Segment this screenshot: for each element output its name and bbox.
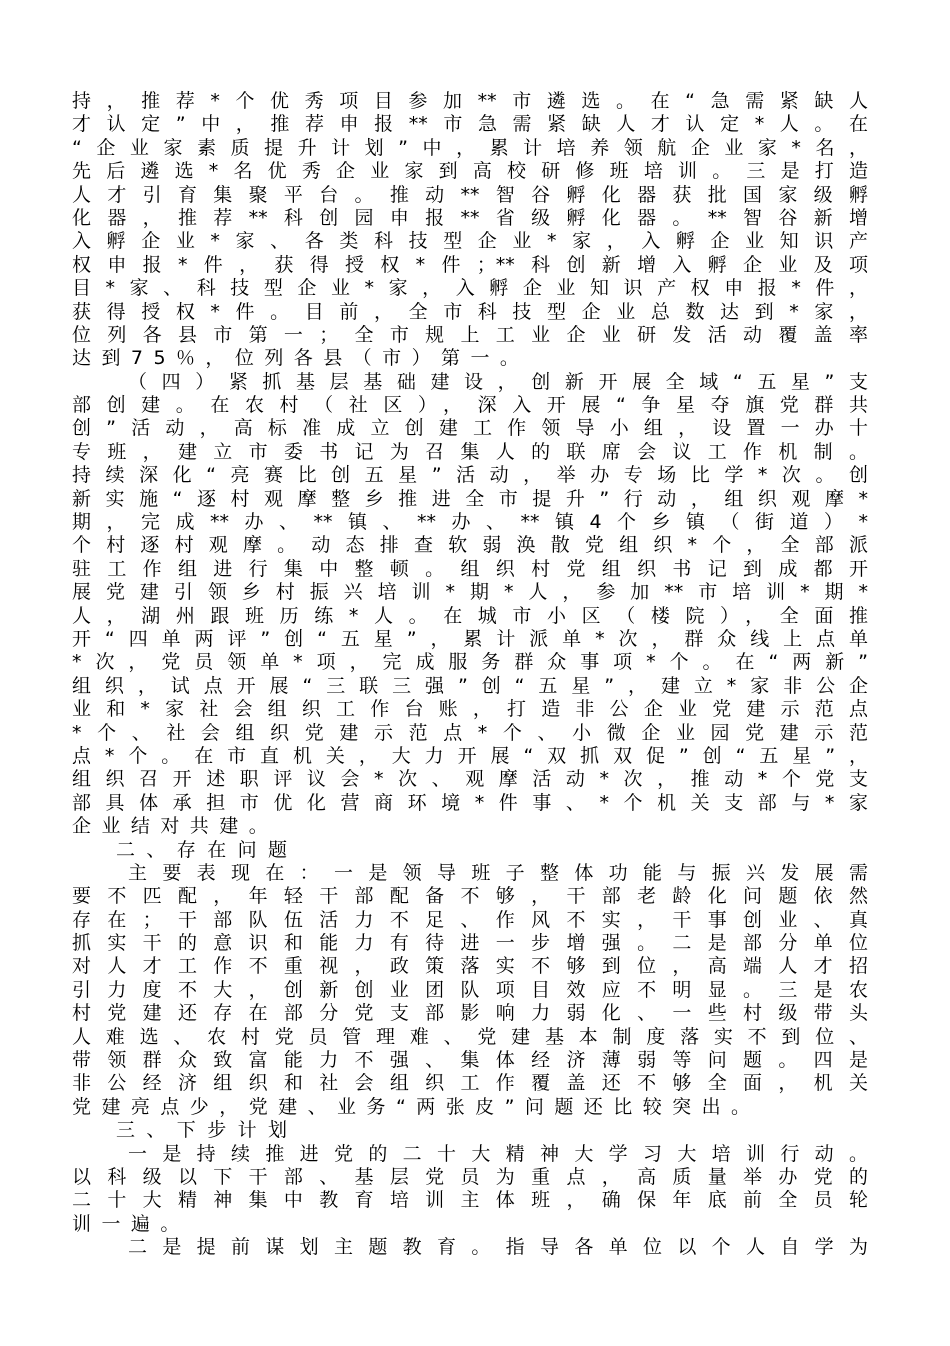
text-line: 先后遴选*名优秀企业家到高校研修班培训。三是打造 bbox=[72, 160, 868, 183]
text-line: 持，推荐*个优秀项目参加**市遴选。在“急需紧缺人 bbox=[72, 90, 868, 112]
text-line: 人难选、农村党员管理难、党建基本制度落实不到位、 bbox=[72, 1025, 868, 1048]
text-line: 人才引育集聚平台。推动**智谷孵化器获批国家级孵 bbox=[72, 183, 868, 206]
text-line: 组织召开述职评议会*次、观摩活动*次，推动*个党支 bbox=[72, 768, 868, 791]
text-line: 位列各县市第一；全市规上工业企业研发活动覆盖率 bbox=[72, 323, 868, 346]
text-line: 组织，试点开展“三联三强”创“五星”，建立*家非公企 bbox=[72, 674, 868, 697]
paragraph-problems bbox=[72, 862, 868, 1119]
text-line: 人，湖州跟班历练*人。在城市小区（楼院），全面推 bbox=[72, 604, 868, 627]
paragraph-plan-item-2 bbox=[72, 1236, 868, 1259]
text-line: 目*家、科技型企业*家，入孵企业知识产权申报*件， bbox=[72, 277, 868, 300]
text-line: 持续深化“亮赛比创五星”活动，举办专场比学*次。创 bbox=[72, 464, 868, 487]
text-line: 业和*家社会组织工作台账，打造非公企业党建示范点 bbox=[72, 698, 868, 721]
text-line: 村党建还存在部分党支部影响力弱化、一些村级带头 bbox=[72, 1002, 868, 1025]
paragraph-plan-item-1 bbox=[72, 1143, 868, 1237]
text-line: *个、社会组织党建示范点*个、小微企业园党建示范 bbox=[72, 721, 868, 744]
text-line: 期，完成**办、**镇、**办、**镇4个乡镇（街道）* bbox=[72, 511, 868, 534]
paragraph-talent bbox=[72, 90, 868, 371]
text-line: 新实施“逐村观摩整乡推进全市提升”行动，组织观摩* bbox=[72, 487, 868, 510]
text-line: 开“四单两评”创“五星”，累计派单*次，群众线上点单 bbox=[72, 627, 868, 650]
text-line: 非公经济组织和社会组织工作覆盖还不够全面，机关 bbox=[72, 1072, 868, 1095]
text-line: 点*个。在市直机关，大力开展“双抓双促”创“五星”， bbox=[72, 744, 868, 767]
text-line: 主要表现在：一是领导班子整体功能与振兴发展需 bbox=[128, 861, 868, 884]
text-line: 以科级以下干部、基层党员为重点，高质量举办党的 bbox=[72, 1165, 868, 1188]
text-line: 创”活动，高标准成立创建工作领导小组，设置一办十 bbox=[72, 417, 868, 440]
paragraph-five-star bbox=[72, 371, 868, 839]
text-line: 带领群众致富能力不强、集体经济薄弱等问题。四是 bbox=[72, 1049, 868, 1072]
text-line: 部具体承担市优化营商环境*件事、*个机关支部与*家 bbox=[72, 791, 868, 814]
text-line: 抓实干的意识和能力有待进一步增强。二是部分单位 bbox=[72, 932, 868, 955]
text-line: 二是提前谋划主题教育。指导各单位以个人自学为 bbox=[128, 1236, 868, 1259]
section-heading-next-steps: 三、下步计划 bbox=[116, 1119, 299, 1142]
text-line: 驻工作组进行集中整顿。组织村党组织书记到成都开 bbox=[72, 557, 868, 580]
text-line: 专班，建立市委书记为召集人的联席会议工作机制。 bbox=[72, 440, 868, 463]
text-line: 入孵企业*家、各类科技型企业*家，入孵企业知识产 bbox=[72, 230, 868, 253]
text-line: 一是持续推进党的二十大精神大学习大培训行动。 bbox=[128, 1142, 868, 1165]
text-line: *次，党员领单*项，完成服务群众事项*个。在“两新” bbox=[72, 651, 868, 674]
text-line: 权申报*件，获得授权*件；**科创新增入孵企业及项 bbox=[72, 253, 868, 276]
text-line: 才认定”中，推荐申报**市急需紧缺人才认定*人。在 bbox=[72, 113, 868, 136]
text-line: 获得授权*件。目前，全市科技型企业总数达到*家， bbox=[72, 300, 868, 323]
text-line: “企业家素质提升计划”中，累计培养领航企业家*名， bbox=[72, 136, 868, 159]
text-line: 存在；干部队伍活力不足、作风不实，干事创业、真 bbox=[72, 908, 868, 931]
text-line: （四）紧抓基层基础建设，创新开展全域“五星”支 bbox=[128, 370, 868, 393]
document-page bbox=[72, 90, 868, 1260]
text-line: 化器，推荐**科创园申报**省级孵化器。**智谷新增 bbox=[72, 206, 868, 229]
text-line: 个村逐村观摩。动态排查软弱涣散党组织*个，全部派 bbox=[72, 534, 868, 557]
text-line: 对人才工作不重视，政策落实不够到位，高端人才招 bbox=[72, 955, 868, 978]
text-line: 引力度不大，创新创业团队项目效应不明显。三是农 bbox=[72, 978, 868, 1001]
text-line: 企业结对共建。 bbox=[72, 815, 279, 838]
text-line: 达到75％，位列各县（市）第一。 bbox=[72, 347, 530, 370]
text-line: 展党建引领乡村振兴培训*期*人，参加**市培训*期* bbox=[72, 581, 868, 604]
text-line: 党建亮点少，党建、业务“两张皮”问题还比较突出。 bbox=[72, 1095, 761, 1118]
text-line: 要不匹配，年轻干部配备不够，干部老龄化问题依然 bbox=[72, 885, 868, 908]
text-line: 部创建。在农村（社区），深入开展“争星夺旗党群共 bbox=[72, 394, 868, 417]
text-line: 二十大精神集中教育培训主体班，确保年底前全员轮 bbox=[72, 1189, 868, 1212]
section-heading-problems: 二、存在问题 bbox=[116, 838, 299, 861]
text-line: 训一遍。 bbox=[72, 1212, 190, 1235]
